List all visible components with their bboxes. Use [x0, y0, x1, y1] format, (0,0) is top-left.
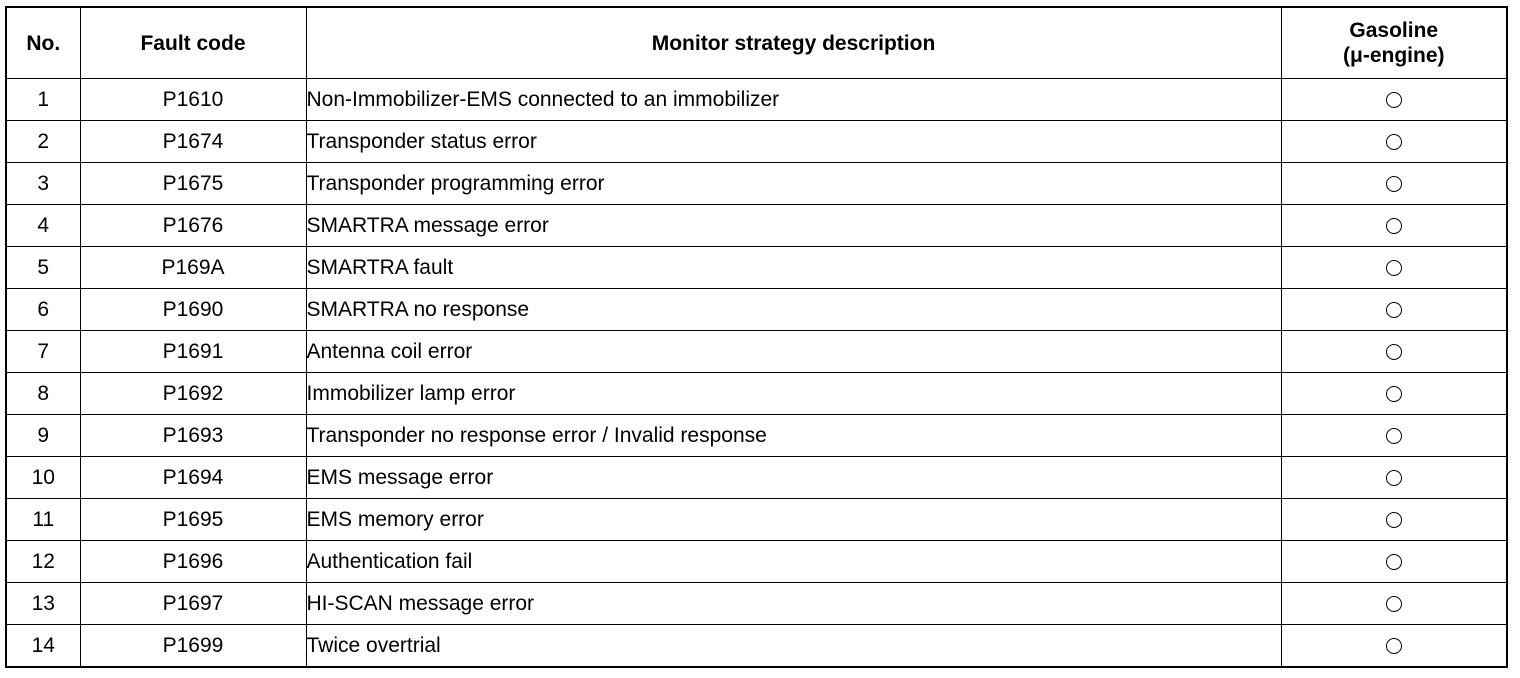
header-description: Monitor strategy description	[306, 7, 1281, 79]
gasoline-applicable	[1281, 541, 1507, 583]
row-number: 4	[6, 205, 80, 247]
fault-description: Non-Immobilizer-EMS connected to an immobilizer	[306, 79, 1281, 121]
table-row	[6, 625, 1507, 668]
circle-o-icon	[1386, 176, 1402, 192]
gasoline-applicable	[1281, 415, 1507, 457]
fault-code: P1699	[80, 625, 306, 668]
fault-code: P1695	[80, 499, 306, 541]
row-number: 3	[6, 163, 80, 205]
fault-description: SMARTRA fault	[306, 247, 1281, 289]
gasoline-applicable	[1281, 79, 1507, 121]
table-row	[6, 373, 1507, 415]
circle-o-icon	[1386, 386, 1402, 402]
row-number: 12	[6, 541, 80, 583]
row-number: 2	[6, 121, 80, 163]
fault-code: P1676	[80, 205, 306, 247]
fault-code: P1690	[80, 289, 306, 331]
gasoline-applicable	[1281, 331, 1507, 373]
table-body	[6, 79, 1507, 668]
gasoline-applicable	[1281, 163, 1507, 205]
circle-o-icon	[1386, 344, 1402, 360]
fault-code: P1696	[80, 541, 306, 583]
fault-description: Immobilizer lamp error	[306, 373, 1281, 415]
circle-o-icon	[1386, 512, 1402, 528]
table-row	[6, 541, 1507, 583]
table-row	[6, 289, 1507, 331]
row-number: 6	[6, 289, 80, 331]
circle-o-icon	[1386, 134, 1402, 150]
table-row	[6, 247, 1507, 289]
circle-o-icon	[1386, 302, 1402, 318]
fault-description: EMS message error	[306, 457, 1281, 499]
circle-o-icon	[1386, 218, 1402, 234]
fault-description: Transponder status error	[306, 121, 1281, 163]
circle-o-icon	[1386, 470, 1402, 486]
table-row	[6, 583, 1507, 625]
row-number: 11	[6, 499, 80, 541]
fault-description: Twice overtrial	[306, 625, 1281, 668]
table-header-row	[6, 7, 1507, 79]
fault-code-table	[5, 6, 1508, 668]
row-number: 1	[6, 79, 80, 121]
fault-description: SMARTRA no response	[306, 289, 1281, 331]
gasoline-applicable	[1281, 373, 1507, 415]
row-number: 13	[6, 583, 80, 625]
fault-description: SMARTRA message error	[306, 205, 1281, 247]
gasoline-applicable	[1281, 247, 1507, 289]
header-gasoline-line1: Gasoline	[1349, 19, 1439, 42]
gasoline-applicable	[1281, 289, 1507, 331]
document-page	[5, 6, 1508, 668]
gasoline-applicable	[1281, 205, 1507, 247]
circle-o-icon	[1386, 554, 1402, 570]
fault-description: Antenna coil error	[306, 331, 1281, 373]
fault-code: P1674	[80, 121, 306, 163]
row-number: 8	[6, 373, 80, 415]
table-row	[6, 163, 1507, 205]
fault-description: Transponder no response error / Invalid response	[306, 415, 1281, 457]
fault-code: P1675	[80, 163, 306, 205]
gasoline-applicable	[1281, 457, 1507, 499]
circle-o-icon	[1386, 638, 1402, 654]
fault-description: Authentication fail	[306, 541, 1281, 583]
table-row	[6, 415, 1507, 457]
circle-o-icon	[1386, 428, 1402, 444]
gasoline-applicable	[1281, 625, 1507, 668]
header-gasoline	[1281, 7, 1507, 79]
table-row	[6, 457, 1507, 499]
fault-description: HI-SCAN message error	[306, 583, 1281, 625]
fault-description: Transponder programming error	[306, 163, 1281, 205]
fault-code: P169A	[80, 247, 306, 289]
circle-o-icon	[1386, 260, 1402, 276]
gasoline-applicable	[1281, 583, 1507, 625]
gasoline-applicable	[1281, 499, 1507, 541]
table-row	[6, 331, 1507, 373]
fault-description: EMS memory error	[306, 499, 1281, 541]
row-number: 5	[6, 247, 80, 289]
header-gasoline-line2: (μ-engine)	[1342, 44, 1445, 67]
table-row	[6, 79, 1507, 121]
fault-code: P1610	[80, 79, 306, 121]
fault-code: P1697	[80, 583, 306, 625]
circle-o-icon	[1386, 92, 1402, 108]
fault-code: P1692	[80, 373, 306, 415]
row-number: 7	[6, 331, 80, 373]
table-row	[6, 121, 1507, 163]
gasoline-applicable	[1281, 121, 1507, 163]
fault-code: P1691	[80, 331, 306, 373]
header-no: No.	[6, 7, 80, 79]
circle-o-icon	[1386, 596, 1402, 612]
fault-code: P1693	[80, 415, 306, 457]
row-number: 14	[6, 625, 80, 668]
table-row	[6, 499, 1507, 541]
header-fault-code: Fault code	[80, 7, 306, 79]
row-number: 9	[6, 415, 80, 457]
table-row	[6, 205, 1507, 247]
row-number: 10	[6, 457, 80, 499]
fault-code: P1694	[80, 457, 306, 499]
